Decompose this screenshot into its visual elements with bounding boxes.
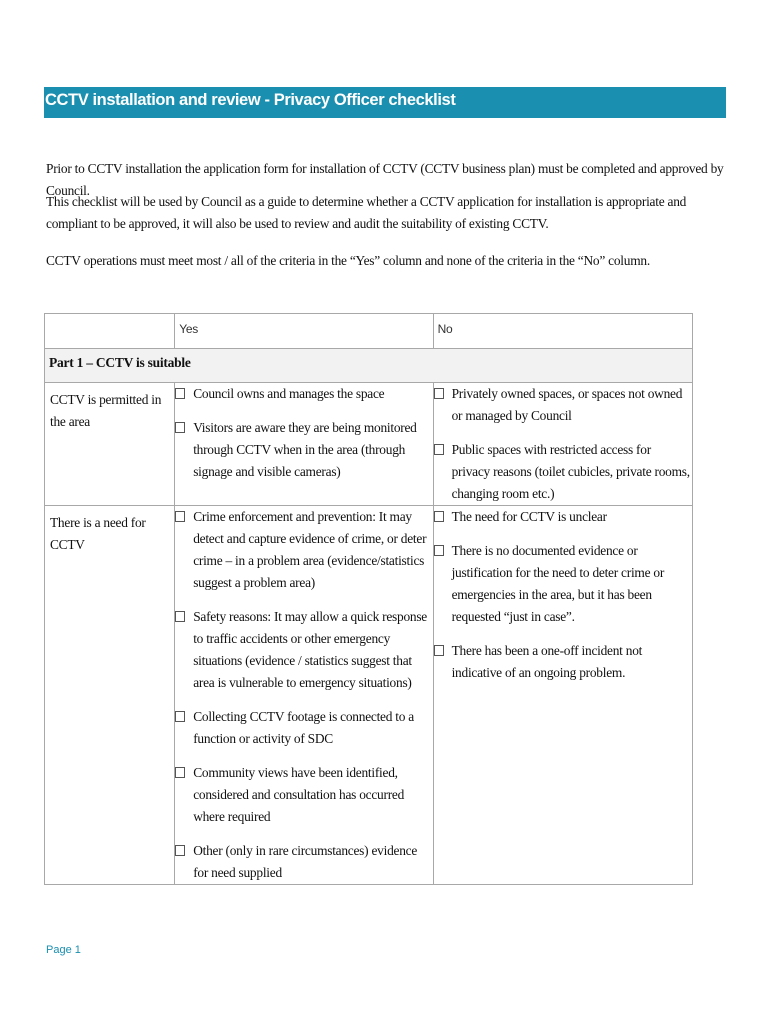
checkbox-icon[interactable] <box>434 388 444 399</box>
item-text: Collecting CCTV footage is connected to a function or activity of SDC <box>193 709 414 746</box>
no-item <box>434 439 692 505</box>
criterion-label: There is a need for CCTV <box>50 515 146 552</box>
header-yes <box>175 314 433 349</box>
table-row <box>45 506 693 885</box>
item-text: Visitors are aware they are being monitored through CCTV when in the area (through signage and visible cameras) <box>193 420 417 479</box>
item-text: Community views have been identified, considered and consultation has occurred where required <box>193 765 405 824</box>
header-blank-cell <box>45 314 175 349</box>
checkbox-icon[interactable] <box>175 388 185 399</box>
table-header-row <box>45 314 693 349</box>
yes-cell <box>175 383 433 506</box>
checklist-table <box>44 313 693 885</box>
no-cell <box>433 506 692 885</box>
intro-paragraph-3: CCTV operations must meet most / all of the criteria in the “Yes” column and none of the criteria in the “No” column. <box>46 253 650 268</box>
item-text: Safety reasons: It may allow a quick response to traffic accidents or other emergency situations (evidence / statistics suggest that area is vulnerable to emergency situations) <box>193 609 427 690</box>
intro-paragraph-1: Prior to CCTV installation the application form for installation of CCTV (CCTV business plan) must be completed and approved by Council. <box>46 161 724 198</box>
header-no <box>433 314 692 349</box>
checkbox-icon[interactable] <box>434 645 444 656</box>
item-text: Other (only in rare circumstances) evidence for need supplied <box>193 843 418 880</box>
no-item <box>434 506 692 528</box>
no-item <box>434 383 692 427</box>
yes-item <box>175 506 432 594</box>
no-item <box>434 540 692 628</box>
header-yes-label: Yes <box>179 322 199 336</box>
checkbox-icon[interactable] <box>175 511 185 522</box>
yes-item <box>175 762 432 828</box>
checkbox-icon[interactable] <box>434 511 444 522</box>
checkbox-icon[interactable] <box>175 845 185 856</box>
checkbox-icon[interactable] <box>175 422 185 433</box>
yes-item <box>175 606 432 694</box>
header-no-label: No <box>437 322 453 336</box>
checkbox-icon[interactable] <box>175 611 185 622</box>
page-number: Page 1 <box>46 944 81 956</box>
yes-cell <box>175 506 433 885</box>
item-text: Council owns and manages the space <box>193 386 385 401</box>
item-text: There has been a one-off incident not indicative of an ongoing problem. <box>451 643 643 680</box>
item-text: The need for CCTV is unclear <box>451 509 607 524</box>
yes-item <box>175 706 432 750</box>
item-text: Privately owned spaces, or spaces not owned or managed by Council <box>451 386 683 423</box>
no-cell <box>433 383 692 506</box>
part-1-row <box>45 349 693 383</box>
item-text: There is no documented evidence or justification for the need to deter crime or emergencies in the area, but it has been requested “just in case”. <box>451 543 665 624</box>
checkbox-icon[interactable] <box>175 767 185 778</box>
page-title: CCTV installation and review - Privacy Officer checklist <box>45 91 456 109</box>
checkbox-icon[interactable] <box>434 545 444 556</box>
table-row <box>45 383 693 506</box>
no-item <box>434 640 692 684</box>
criterion-label: CCTV is permitted in the area <box>50 392 162 429</box>
yes-item <box>175 383 432 405</box>
checkbox-icon[interactable] <box>175 711 185 722</box>
item-text: Crime enforcement and prevention: It may detect and capture evidence of crime, or deter crime – in a problem area (evidence/statistics suggest a problem area) <box>193 509 427 590</box>
title-bar <box>44 87 726 118</box>
intro-paragraph-2: This checklist will be used by Council as a guide to determine whether a CCTV application for installation is appropriate and compliant to be approved, it will also be used to review and audit the suitability of existing CCTV. <box>46 194 687 231</box>
yes-item <box>175 417 432 483</box>
checkbox-icon[interactable] <box>434 444 444 455</box>
criterion-cell <box>45 506 175 885</box>
part-1-title: Part 1 – CCTV is suitable <box>49 355 191 370</box>
part-1-cell <box>45 349 693 383</box>
item-text: Public spaces with restricted access for privacy reasons (toilet cubicles, private rooms, changing room etc.) <box>451 442 690 501</box>
criterion-cell <box>45 383 175 506</box>
yes-item <box>175 840 432 884</box>
